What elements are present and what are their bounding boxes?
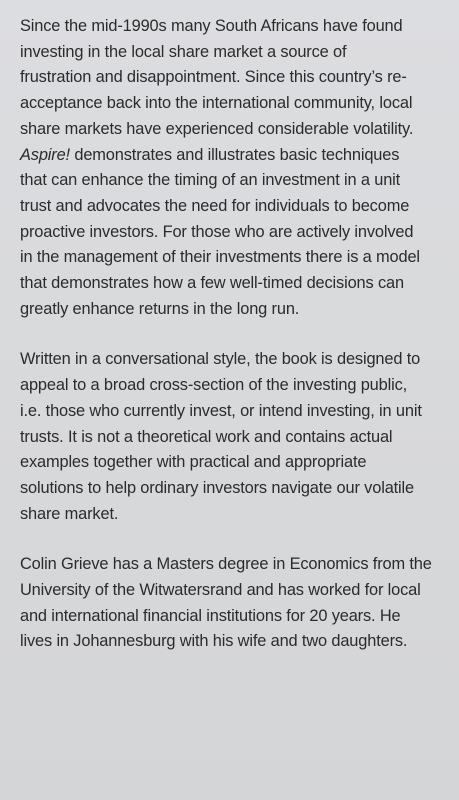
text-line: Colin Grieve has a Masters degree in Economics from the bbox=[20, 555, 432, 574]
text-line: share markets have experienced considerable volatility. bbox=[20, 119, 414, 138]
intro-paragraph bbox=[20, 14, 449, 322]
style-paragraph bbox=[20, 347, 449, 527]
text-line: Since the mid-1990s many South Africans have found bbox=[20, 17, 403, 35]
text-line: and international financial institutions for 20 years. He bbox=[20, 606, 401, 625]
text-line: that can enhance the timing of an investment in a unit bbox=[20, 171, 401, 190]
text-line: in the management of their investments there is a model bbox=[20, 248, 420, 267]
text-line: share market. bbox=[20, 504, 119, 523]
text-line: Written in a conversational style, the book is designed to bbox=[20, 350, 421, 369]
text-line: University of the Witwatersrand and has worked for local bbox=[20, 581, 421, 600]
text-line: investing in the local share market a source of bbox=[20, 42, 347, 61]
text-line bbox=[20, 143, 449, 169]
text-line: acceptance back into the international community, local bbox=[20, 94, 413, 113]
text-line: that demonstrates how a few well-timed decisions can bbox=[20, 274, 404, 293]
book-title: Aspire! bbox=[20, 145, 70, 164]
text-line: solutions to help ordinary investors navigate our volatile bbox=[20, 478, 415, 497]
text-line: i.e. those who currently invest, or intend investing, in unit bbox=[20, 401, 422, 420]
text-line: trust and advocates the need for individuals to become bbox=[20, 196, 410, 215]
text-line: greatly enhance returns in the long run. bbox=[20, 299, 300, 318]
author-bio-paragraph bbox=[20, 552, 449, 655]
text-line: trusts. It is not a theoretical work and contains actual bbox=[20, 427, 393, 446]
text-line: proactive investors. For those who are actively involved bbox=[20, 222, 414, 241]
text-line: examples together with practical and appropriate bbox=[20, 453, 367, 472]
text-line: appeal to a broad cross-section of the investing public, bbox=[20, 376, 408, 395]
text-line: frustration and disappointment. Since this country’s re- bbox=[20, 68, 407, 87]
text-fragment: demonstrates and illustrates basic techniques bbox=[69, 145, 400, 164]
text-line: lives in Johannesburg with his wife and two daughters. bbox=[20, 632, 408, 651]
